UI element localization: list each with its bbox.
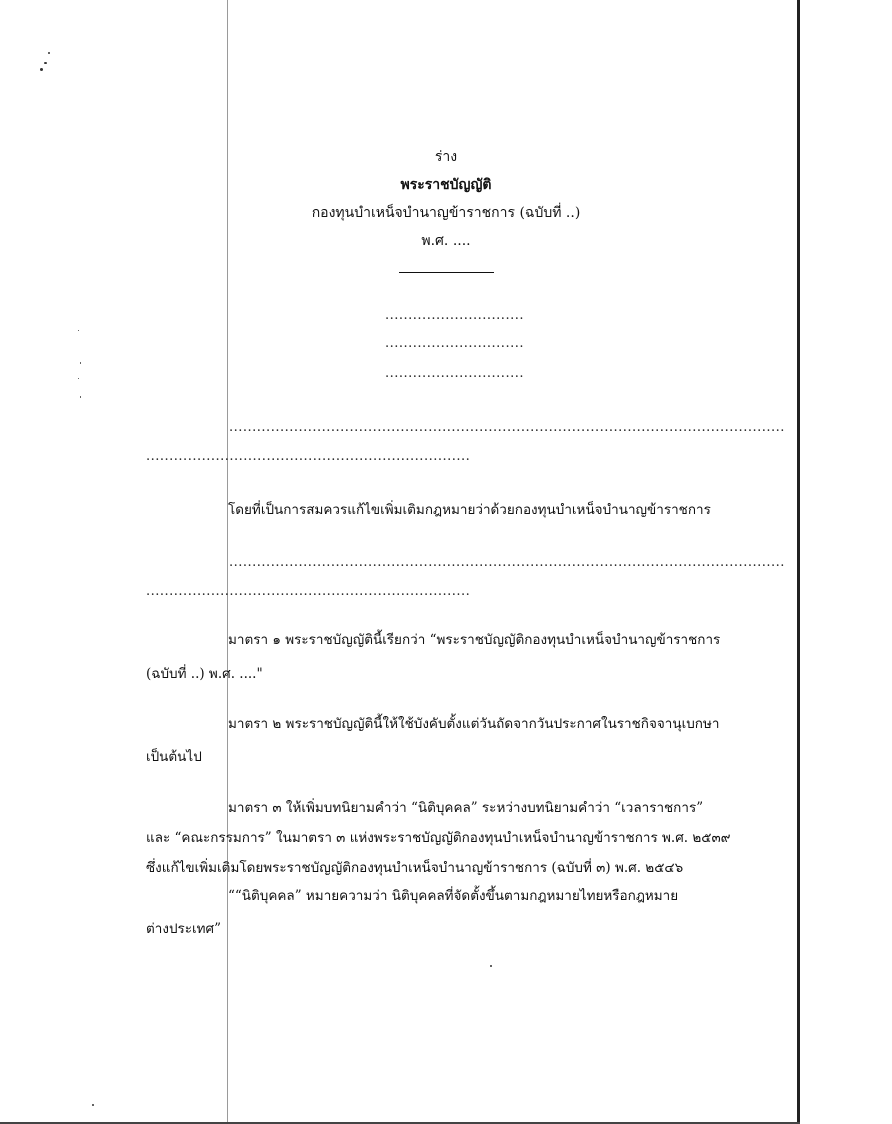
placeholder-dots: ..............................	[385, 308, 524, 323]
scan-speck	[80, 396, 81, 398]
section-3-line-4: ““นิติบุคคล” หมายความว่า นิติบุคคลที่จัดตั้งขึ้นตามกฎหมายไทยหรือกฎหมาย	[228, 888, 679, 904]
section-3-line-1: มาตรา ๓ ให้เพิ่มบทนิยามคำว่า “นิติบุคคล” ระหว่างบทนิยามคำว่า “เวลาราชการ”	[228, 800, 704, 816]
title-underline	[399, 272, 494, 273]
scan-speck	[40, 68, 43, 71]
section-3-line-2: และ “คณะกรรมการ” ในมาตรา ๓ แห่งพระราชบัญญัติกองทุนบำเหน็จบำนาญข้าราชการ พ.ศ. ๒๕๓๙	[146, 830, 731, 846]
act-subtitle: กองทุนบำเหน็จบำนาญข้าราชการ (ฉบับที่ ..)	[311, 205, 581, 221]
section-3-line-5: ต่างประเทศ”	[146, 921, 221, 937]
scan-fold-line	[227, 0, 228, 1124]
placeholder-dots: ..............................	[385, 366, 524, 381]
draft-label: ร่าง	[434, 149, 458, 165]
scan-speck	[78, 330, 79, 331]
section-2-line-2: เป็นต้นไป	[146, 749, 202, 765]
placeholder-dots: ..............................	[385, 336, 524, 351]
act-year: พ.ศ. ....	[421, 233, 471, 249]
placeholder-dots: ........................................................................................................................	[229, 555, 785, 570]
scan-speck	[48, 52, 50, 54]
section-1-line-1: มาตรา ๑ พระราชบัญญัตินี้เรียกว่า “พระราชบัญญัติกองทุนบำเหน็จบำนาญข้าราชการ	[228, 632, 721, 648]
act-title: พระราชบัญญัติ	[400, 177, 492, 193]
section-1-line-2: (ฉบับที่ ..) พ.ศ. ...."	[146, 666, 263, 682]
preamble-text: โดยที่เป็นการสมควรแก้ไขเพิ่มเติมกฎหมายว่าด้วยกองทุนบำเหน็จบำนาญข้าราชการ	[228, 502, 711, 518]
placeholder-dots: ......................................................................	[146, 449, 471, 464]
scan-speck	[78, 378, 79, 379]
scan-speck	[490, 965, 492, 967]
section-2-line-1: มาตรา ๒ พระราชบัญญัตินี้ให้ใช้บังคับตั้งแต่วันถัดจากวันประกาศในราชกิจจานุเบกษา	[228, 716, 720, 732]
placeholder-dots: ........................................................................................................................	[229, 420, 785, 435]
section-3-line-3: ซึ่งแก้ไขเพิ่มเติมโดยพระราชบัญญัติกองทุนบำเหน็จบำนาญข้าราชการ (ฉบับที่ ๓) พ.ศ. ๒๕๔๖	[146, 860, 684, 876]
scan-speck	[80, 362, 81, 364]
scan-speck	[92, 1104, 94, 1106]
placeholder-dots: ......................................................................	[146, 584, 471, 599]
scan-edge-right	[797, 0, 800, 1124]
scan-speck	[44, 62, 47, 64]
